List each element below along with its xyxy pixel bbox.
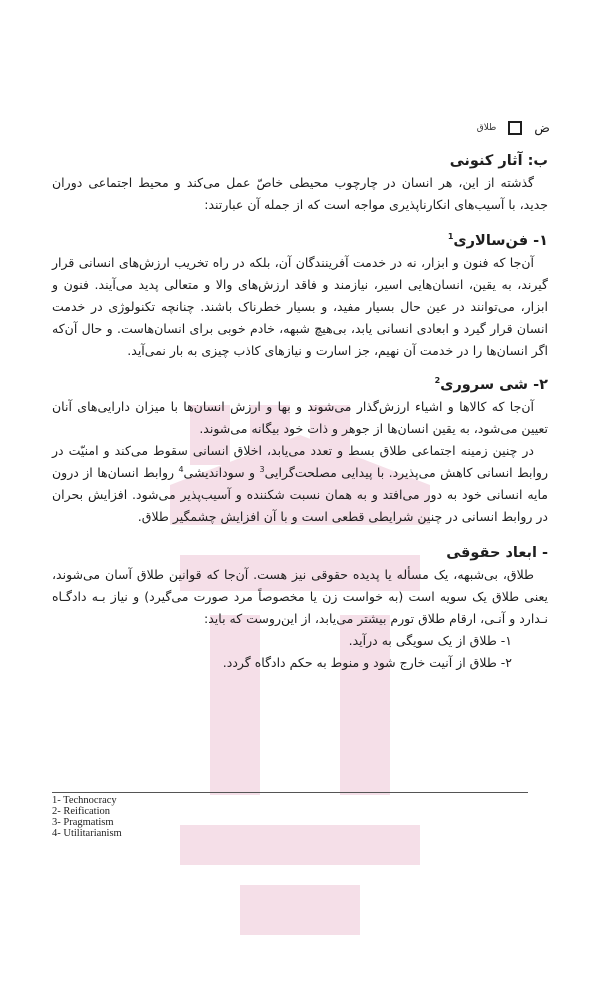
footnote-ref-3: 3 bbox=[259, 464, 265, 474]
paragraph-legal: طلاق، بی‌شبهه، یک مسأله یا پدیده حقوقی نیز هست. آن‌جا که قوانین طلاق آسان می‌شوند، یعنی طلاق یک سویه است (به خواست زن یا مخصوصاً مرد صورت می‌گیرد) و نیاز بـه دادگـاه نـدارد و آنـی، ارقام طلاق تورم بیشتر می‌یابد، از این‌روست که باید: bbox=[52, 567, 548, 626]
section-heading-technocracy bbox=[52, 230, 548, 252]
paragraph-reification-1: آن‌جا که کالاها و اشیاء ارزش‌گذار می‌شوند و بها و ارزش انسان‌ها با میزان دارایی‌های آنان تعیین می‌شود، به یقین انسان‌ها از جوهر و ذات خود بیگانه می‌شوند. bbox=[52, 399, 548, 436]
paragraph-text: در چنین زمینه اجتماعی طلاق بسط و تعدد می‌یابد، اخلاق انسانی سقوط می‌کند و امنیّت در روابط انسانی کاهش می‌پذیرد. با پیدایی مصلحت‌گرایی bbox=[52, 443, 548, 480]
list-item: ۱- طلاق از یک سویگی به درآید. bbox=[348, 633, 512, 648]
footnote-ref-1: 1 bbox=[447, 232, 454, 242]
footnote-ref-4: 4 bbox=[178, 464, 184, 474]
page-body bbox=[52, 150, 548, 674]
list-item: ۲- طلاق از آنیت خارج شود و منوط به حکم دادگاه گردد. bbox=[222, 655, 512, 670]
section-heading-reification bbox=[52, 374, 548, 396]
footnotes bbox=[52, 795, 122, 839]
paragraph-text: و سوداندیشی bbox=[183, 465, 260, 480]
footnote-3: 3- Pragmatism bbox=[52, 817, 114, 828]
paragraph-intro: گذشته از این، هر انسان در چارچوب محیطی خاصّ عمل می‌کند و محیط اجتماعی دوران جدید، با آسیب‌های انکارناپذیری مواجه است که از جمله آن عبارتند: bbox=[52, 175, 548, 212]
header-tag: طلاق bbox=[476, 123, 497, 133]
footnote-divider bbox=[52, 792, 528, 793]
heading-text: ۱- فن‌سالاری bbox=[453, 233, 548, 249]
section-heading-legal: - ابعاد حقوقی bbox=[446, 545, 548, 561]
header-letter: ض bbox=[534, 120, 550, 136]
paragraph-technocracy: آن‌جا که فنون و ابزار، نه در خدمت آفرینندگان آن، بلکه در راه تخریب ارزش‌های انسانی قرار گیرند، به یقین، انسان‌هایی اسیر، نیازمند و فاقد ارزش‌های والا و متعالی پدید می‌آیند. فنون و ابزار، می‌توانند در عین حال بسیار مفید، و بسیار خطرناک باشند. چنانچه تکنولوژی در خدمت انسان قرار گیرد و ابعادی انسانی یابد، بی‌هیچ شبهه، خادم خوبی برای انسان‌هاست. و حال آن‌که اگر انسان‌ها را در خدمت آن نهیم، جز اسارت و نیازهای کاذب چیزی به بار نمی‌آید. bbox=[52, 255, 548, 358]
page-header bbox=[430, 118, 550, 138]
footnote-1: 1- Technocracy bbox=[52, 795, 117, 806]
paragraph-text: روابط انسان‌ها از درون مایه انسانی خود به دور می‌افتد و به همان نسبت شکننده و آسیب‌پذیر می‌شود. افزایش بحران در روابط انسانی در چنین شرایطی قطعی است و با آن افزایش چشمگیر طلاق. bbox=[52, 465, 548, 524]
footnote-2: 2- Reification bbox=[52, 806, 111, 817]
paragraph-reification-2 bbox=[52, 440, 548, 528]
footnote-ref-2: 2 bbox=[434, 376, 441, 386]
footnote-4: 4- Utilitarianism bbox=[52, 828, 122, 839]
heading-text: ۲- شی سروری bbox=[440, 377, 548, 393]
section-heading-current-effects: ب: آثار کنونی bbox=[449, 153, 548, 169]
checkbox-square-icon bbox=[508, 121, 522, 135]
